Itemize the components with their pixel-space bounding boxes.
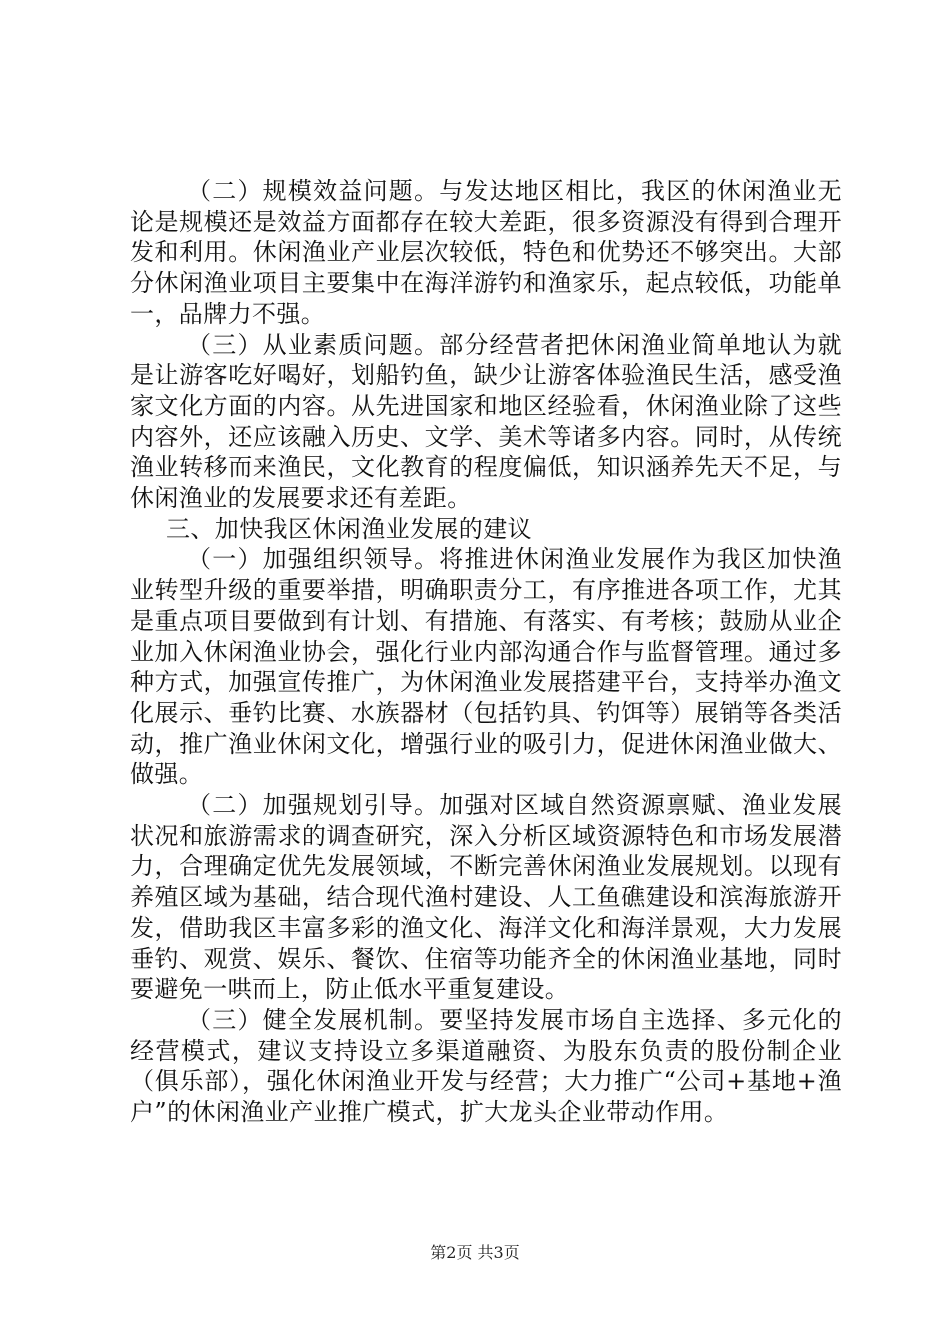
paragraph-scale-benefit: （二）规模效益问题。与发达地区相比，我区的休闲渔业无论是规模还是效益方面都存在较大差距，很多资源没有得到合理开发和利用。休闲渔业产业层次较低，特色和优势还不够突出。大部分休闲渔业项目主要集中在海洋游钓和渔家乐，起点较低，功能单一，品牌力不强。 (130, 177, 842, 328)
paragraph-organization-leadership: （一）加强组织领导。将推进休闲渔业发展作为我区加快渔业转型升级的重要举措，明确职责分工，有序推进各项工作，尤其是重点项目要做到有计划、有措施、有落实、有考核；鼓励从业企业加入休闲渔业协会，强化行业内部沟通合作与监督管理。通过多种方式，加强宣传推广，为休闲渔业发展搭建平台，支持举办渔文化展示、垂钓比赛、水族器材（包括钓具、钓饵等）展销等各类活动，推广渔业休闲文化，增强行业的吸引力，促进休闲渔业做大、做强。 (130, 545, 842, 789)
paragraph-development-mechanism: （三）健全发展机制。要坚持发展市场自主选择、多元化的经营模式，建议支持设立多渠道融资、为股东负责的股份制企业（俱乐部），强化休闲渔业开发与经营；大力推广“公司+基地+渔户”的休闲渔业产业推广模式，扩大龙头企业带动作用。 (130, 1005, 842, 1127)
document-body (130, 176, 842, 1128)
page-number-footer: 第2页 共3页 (430, 1243, 520, 1262)
section-heading-suggestions: 三、加快我区休闲渔业发展的建议 (166, 514, 532, 543)
paragraph-practitioner-quality: （三）从业素质问题。部分经营者把休闲渔业简单地认为就是让游客吃好喝好，划船钓鱼，缺少让游客体验渔民生活，感受渔家文化方面的内容。从先进国家和地区经验看，休闲渔业除了这些内容外，还应该融入历史、文学、美术等诸多内容。同时，从传统渔业转移而来渔民，文化教育的程度偏低，知识涵养先天不足，与休闲渔业的发展要求还有差距。 (130, 330, 842, 513)
paragraph-planning-guidance: （二）加强规划引导。加强对区域自然资源禀赋、渔业发展状况和旅游需求的调查研究，深入分析区域资源特色和市场发展潜力，合理确定优先发展领域，不断完善休闲渔业发展规划。以现有养殖区域为基础，结合现代渔村建设、人工鱼礁建设和滨海旅游开发，借助我区丰富多彩的渔文化、海洋文化和海洋景观，大力发展垂钓、观赏、娱乐、餐饮、住宿等功能齐全的休闲渔业基地，同时要避免一哄而上，防止低水平重复建设。 (130, 791, 842, 1004)
